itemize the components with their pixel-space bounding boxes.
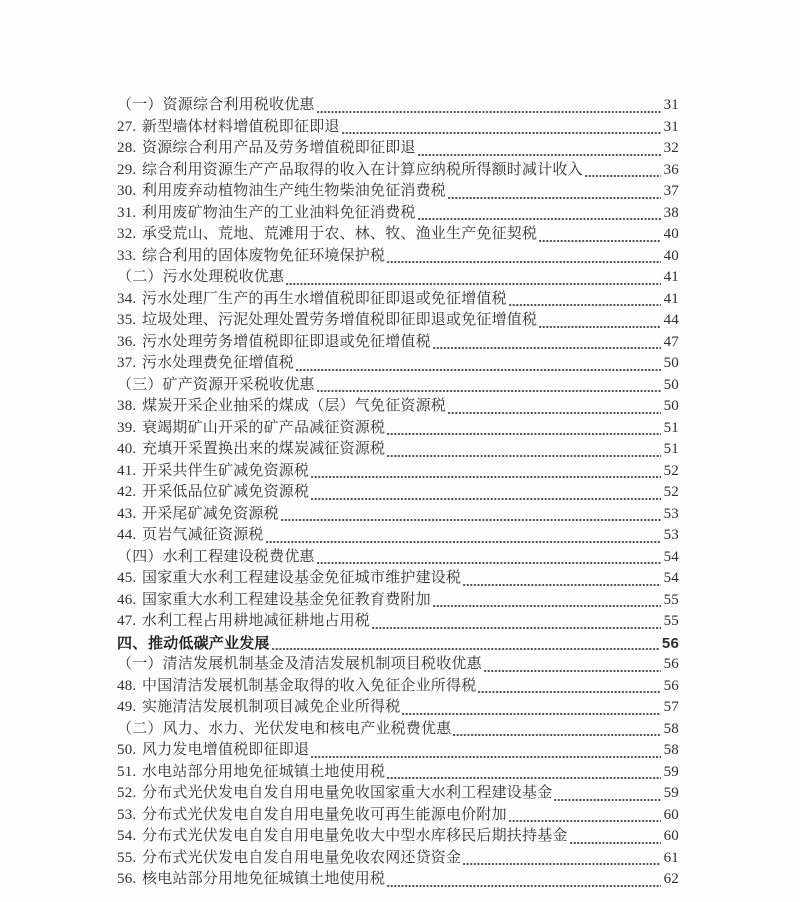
toc-leader-dots [478, 691, 660, 693]
toc-entry-label: 分布式光伏发电自发自用电量免收农网还贷资金 [142, 849, 462, 866]
toc-entry-label: 承受荒山、荒地、荒滩用于农、林、牧、渔业生产免征契税 [142, 226, 538, 242]
toc-entry-page: 38 [663, 204, 679, 221]
toc-leader-dots [387, 433, 660, 435]
toc-entry[interactable] [117, 310, 679, 332]
toc-entry[interactable] [117, 396, 679, 418]
toc-entry-page: 50 [663, 398, 679, 414]
toc-entry-label: 垃圾处理、污泥处理处置劳务增值税即征即退或免征增值税 [142, 312, 538, 328]
toc-entry-label: 开采尾矿减免资源税 [142, 505, 279, 522]
toc-entry-label: 污水处理费免征增值税 [142, 355, 295, 371]
toc-leader-dots [463, 584, 660, 586]
toc-leader-dots [402, 713, 660, 715]
toc-leader-dots [448, 412, 661, 414]
toc-leader-dots [387, 455, 660, 457]
toc-leader-dots [296, 369, 661, 371]
toc-entry-page: 59 [663, 763, 679, 780]
toc-entry-label: （一）清洁发展机制基金及清洁发展机制项目税收优惠 [117, 656, 482, 672]
toc-leader-dots [281, 519, 661, 521]
toc-leader-dots [539, 326, 660, 328]
toc-entry-label: 国家重大水利工程建设基金免征城市维护建设税 [142, 570, 462, 586]
toc-entry-label: （二）风力、水力、光伏发电和核电产业税费优惠 [117, 720, 452, 737]
toc-entry-number: 27. [117, 118, 137, 135]
toc-entry-label: 开采低品位矿减免资源税 [142, 484, 310, 500]
toc-leader-dots [509, 304, 661, 306]
toc-entry-page: 51 [663, 441, 679, 457]
toc-leader-dots [372, 627, 661, 629]
toc-entry-number: 39. [117, 419, 137, 436]
toc-entry[interactable] [117, 590, 679, 612]
toc-entry[interactable] [117, 719, 679, 741]
toc-entry-label: 利用废弃动植物油生产纯生物柴油免征消费税 [142, 183, 447, 199]
toc-entry-number: 53. [117, 806, 137, 823]
toc-entry-label: （一）资源综合利用税收优惠 [117, 97, 315, 113]
toc-entry[interactable] [117, 740, 679, 762]
toc-entry-label: 实施清洁发展机制项目减免企业所得税 [142, 699, 401, 715]
toc-entry[interactable] [117, 504, 679, 526]
toc-entry[interactable] [117, 826, 679, 848]
toc-entry-page: 60 [663, 806, 679, 823]
toc-entry-label: 资源综合利用产品及劳务增值税即征即退 [142, 140, 416, 156]
toc-entry[interactable] [117, 848, 679, 870]
toc-entry[interactable] [117, 611, 679, 633]
toc-entry-label: 污水处理劳务增值税即征即退或免征增值税 [142, 333, 431, 350]
toc-entry-label: 综合利用资源生产产品取得的收入在计算应纳税所得额时减计收入 [142, 161, 583, 178]
toc-leader-dots [585, 175, 661, 177]
toc-entry-label: （三）矿产资源开采税收优惠 [117, 376, 315, 393]
toc-leader-dots [311, 756, 660, 758]
toc-entry-label: 水电站部分用地免征城镇土地使用税 [142, 763, 386, 780]
toc-entry-page: 55 [663, 613, 679, 629]
toc-entry[interactable] [117, 95, 679, 117]
toc-entry-page: 41 [663, 269, 679, 285]
toc-entry[interactable] [117, 783, 679, 805]
toc-entry[interactable] [117, 289, 679, 311]
toc-entry-number: 40. [117, 441, 137, 457]
toc-leader-dots [286, 283, 660, 285]
toc-leader-dots [448, 197, 661, 199]
toc-entry[interactable] [117, 654, 679, 676]
toc-leader-dots [317, 562, 661, 564]
toc-leader-dots [554, 799, 660, 801]
toc-entry[interactable] [117, 181, 679, 203]
toc-entry-label: 充填开采置换出来的煤炭减征资源税 [142, 441, 386, 457]
toc-entry-label: （四）水利工程建设税费优惠 [117, 548, 315, 565]
toc-entry-page: 58 [663, 742, 679, 758]
toc-entry-page: 52 [663, 462, 679, 479]
toc-entry[interactable] [117, 224, 679, 246]
toc-entry[interactable] [117, 568, 679, 590]
toc-entry-number: 29. [117, 161, 137, 178]
toc-entry-page: 31 [663, 97, 679, 113]
toc-entry-number: 37. [117, 355, 137, 371]
toc-entry-label: 分布式光伏发电自发自用电量免收可再生能源电价附加 [142, 806, 507, 823]
toc-entry[interactable] [117, 203, 679, 225]
toc-entry[interactable] [117, 633, 679, 655]
toc-entry[interactable] [117, 762, 679, 784]
toc-entry[interactable] [117, 138, 679, 160]
toc-entry[interactable] [117, 525, 679, 547]
toc-entry-number: 55. [117, 849, 137, 866]
toc-entry[interactable] [117, 267, 679, 289]
toc-entry[interactable] [117, 160, 679, 182]
toc-entry-page: 44 [663, 312, 679, 328]
toc-entry-number: 32. [117, 226, 137, 242]
toc-entry-number: 四、 [117, 634, 148, 652]
toc-entry-number: 46. [117, 591, 137, 608]
toc-entry-number: 33. [117, 247, 137, 264]
toc-entry-page: 50 [663, 355, 679, 371]
toc-entry-number: 56. [117, 871, 137, 887]
toc-entry[interactable] [117, 547, 679, 569]
toc-leader-dots [539, 240, 660, 242]
toc-leader-dots [266, 541, 661, 543]
toc-leader-dots [317, 111, 661, 113]
toc-entry-label: 新型墙体材料增值税即征即退 [142, 118, 340, 135]
toc-entry-label: 页岩气减征资源税 [142, 527, 264, 543]
toc-entry[interactable] [117, 439, 679, 461]
toc-entry-number: 41. [117, 462, 137, 479]
toc-entry-label: 分布式光伏发电自发自用电量免收国家重大水利工程建设基金 [142, 785, 553, 801]
toc-entry[interactable] [117, 375, 679, 397]
toc-entry-number: 49. [117, 699, 137, 715]
toc-entry-page: 54 [663, 570, 679, 586]
toc-entry-page: 62 [663, 871, 679, 887]
toc-leader-dots [418, 154, 661, 156]
toc-entry-number: 31. [117, 204, 137, 221]
toc-entry-number: 36. [117, 333, 137, 350]
toc-leader-dots [433, 605, 661, 607]
toc-entry-page: 61 [663, 849, 679, 866]
toc-entry-page: 37 [663, 183, 679, 199]
toc-entry-page: 58 [663, 720, 679, 737]
toc-entry-number: 35. [117, 312, 137, 328]
toc-entry-number: 28. [117, 140, 137, 156]
toc-entry-page: 53 [663, 505, 679, 522]
toc-entry-label: 水利工程占用耕地减征耕地占用税 [142, 613, 371, 629]
toc-entry[interactable] [117, 697, 679, 719]
table-of-contents [117, 95, 679, 891]
toc-entry-page: 51 [663, 419, 679, 436]
toc-entry[interactable] [117, 117, 679, 139]
toc-leader-dots [311, 476, 660, 478]
toc-leader-dots [272, 648, 659, 650]
toc-entry-page: 55 [663, 591, 679, 608]
toc-leader-dots [484, 670, 661, 672]
toc-entry-number: 44. [117, 527, 137, 543]
toc-entry-label: （二）污水处理税收优惠 [117, 269, 285, 285]
toc-entry-label: 分布式光伏发电自发自用电量免收大中型水库移民后期扶持基金 [142, 828, 568, 844]
toc-entry-page: 60 [663, 828, 679, 844]
toc-leader-dots [453, 734, 660, 736]
toc-entry[interactable] [117, 246, 679, 268]
toc-entry[interactable] [117, 332, 679, 354]
toc-entry-page: 47 [663, 333, 679, 350]
toc-entry-number: 52. [117, 785, 137, 801]
toc-entry-label: 衰竭期矿山开采的矿产品减征资源税 [142, 419, 386, 436]
toc-entry-number: 43. [117, 505, 137, 522]
toc-entry-page: 32 [663, 140, 679, 156]
toc-entry-label: 国家重大水利工程建设基金免征教育费附加 [142, 591, 431, 608]
toc-entry-label: 推动低碳产业发展 [148, 634, 270, 652]
toc-entry-page: 56 [663, 656, 679, 672]
toc-entry-page: 40 [663, 247, 679, 264]
toc-entry-number: 38. [117, 398, 137, 414]
toc-entry-page: 56 [661, 634, 679, 652]
toc-leader-dots [418, 218, 661, 220]
toc-entry-label: 利用废矿物油生产的工业油料免征消费税 [142, 204, 416, 221]
toc-entry-number: 47. [117, 613, 137, 629]
toc-leader-dots [433, 347, 661, 349]
toc-entry-page: 52 [663, 484, 679, 500]
toc-entry[interactable] [117, 805, 679, 827]
toc-entry-number: 30. [117, 183, 137, 199]
toc-entry-label: 风力发电增值税即征即退 [142, 742, 310, 758]
toc-entry-page: 59 [663, 785, 679, 801]
toc-entry-number: 42. [117, 484, 137, 500]
toc-entry-label: 煤炭开采企业抽采的煤成（层）气免征资源税 [142, 398, 447, 414]
toc-entry-page: 31 [663, 118, 679, 135]
toc-entry-number: 54. [117, 828, 137, 844]
toc-entry-label: 污水处理厂生产的再生水增值税即征即退或免征增值税 [142, 290, 507, 307]
toc-leader-dots [570, 842, 661, 844]
toc-entry-label: 中国清洁发展机制基金取得的收入免征企业所得税 [142, 677, 477, 694]
toc-leader-dots [311, 498, 660, 500]
toc-entry[interactable] [117, 869, 679, 891]
toc-entry[interactable] [117, 418, 679, 440]
toc-leader-dots [463, 863, 660, 865]
toc-leader-dots [387, 885, 660, 887]
toc-entry-page: 41 [663, 290, 679, 307]
toc-entry-label: 核电站部分用地免征城镇土地使用税 [142, 871, 386, 887]
toc-entry-number: 45. [117, 570, 137, 586]
toc-leader-dots [317, 390, 661, 392]
toc-entry-page: 56 [663, 677, 679, 694]
toc-entry-label: 综合利用的固体废物免征环境保护税 [142, 247, 386, 264]
toc-entry[interactable] [117, 353, 679, 375]
toc-entry[interactable] [117, 461, 679, 483]
toc-entry-page: 57 [663, 699, 679, 715]
toc-entry-page: 53 [663, 527, 679, 543]
toc-entry-number: 48. [117, 677, 137, 694]
toc-leader-dots [387, 777, 660, 779]
toc-entry-number: 51. [117, 763, 137, 780]
toc-leader-dots [509, 820, 661, 822]
toc-entry-page: 54 [663, 548, 679, 565]
toc-leader-dots [387, 261, 660, 263]
toc-entry-page: 36 [663, 161, 679, 178]
toc-entry-number: 50. [117, 742, 137, 758]
toc-entry-page: 50 [663, 376, 679, 393]
toc-entry-page: 40 [663, 226, 679, 242]
toc-entry[interactable] [117, 676, 679, 698]
toc-entry[interactable] [117, 482, 679, 504]
toc-entry-number: 34. [117, 290, 137, 307]
toc-entry-label: 开采共伴生矿减免资源税 [142, 462, 310, 479]
toc-leader-dots [342, 132, 661, 134]
